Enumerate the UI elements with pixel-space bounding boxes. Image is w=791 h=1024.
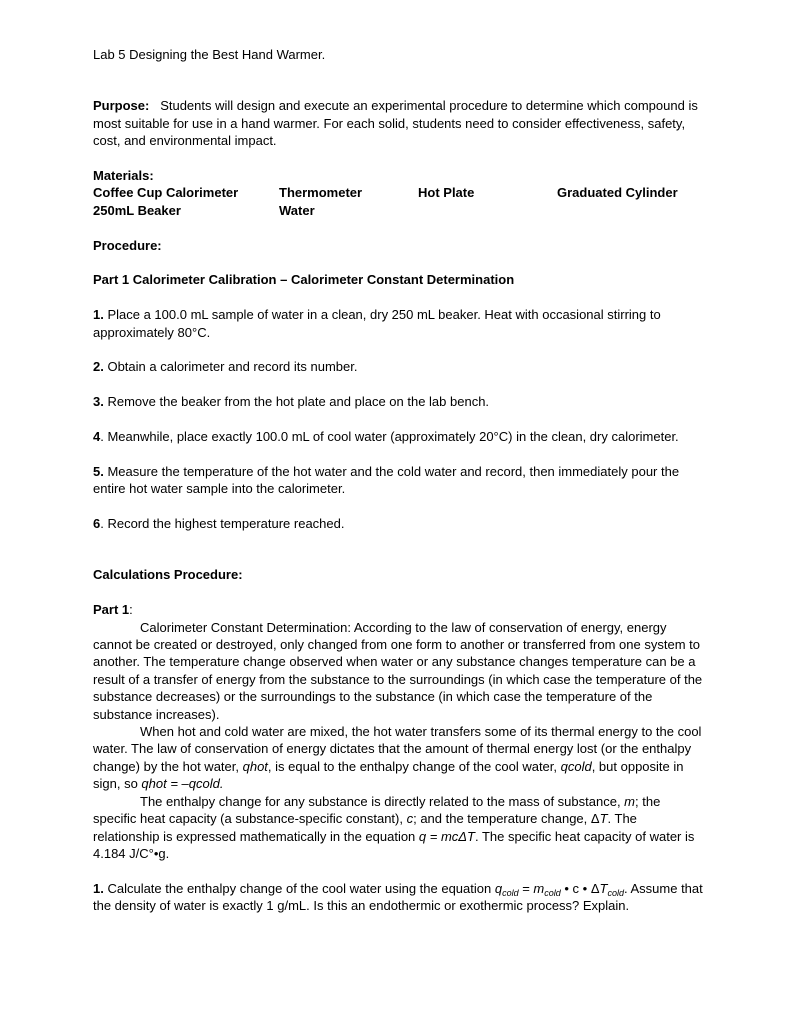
materials-row-2 <box>93 202 703 219</box>
t-symbol: T <box>599 880 608 896</box>
step-number: 2. <box>93 359 104 375</box>
q-symbol: q <box>494 880 503 896</box>
t-term: T <box>599 811 608 827</box>
step-text: . Meanwhile, place exactly 100.0 mL of cool water (approximately 20°C) in the clean, dry calorimeter. <box>100 429 679 445</box>
calc-part1-label <box>93 601 703 618</box>
purpose-text: Students will design and execute an experimental procedure to determine which compound is most suitable for use in a hand warmer. For each solid, students need to consider effectiveness, safety, cost, and environmental impact. <box>93 98 698 149</box>
material-item: Thermometer <box>279 185 363 201</box>
material-item: Graduated Cylinder <box>557 185 678 201</box>
step-text: Obtain a calorimeter and record its number. <box>103 359 358 375</box>
step-number: 4 <box>93 429 101 445</box>
purpose-paragraph <box>93 97 703 149</box>
question-text: = <box>518 880 534 896</box>
para-text: , is equal to the enthalpy change of the cool water, <box>267 758 561 774</box>
purpose-label: Purpose: <box>93 98 150 114</box>
step-number: 3. <box>93 394 104 410</box>
qhot-equation: qhot = –qcold. <box>141 776 224 792</box>
step-text: Measure the temperature of the hot water and the cold water and record, then immediately pour the entire hot water sample into the calorimeter. <box>93 463 680 497</box>
para-text: The enthalpy change for any substance is directly related to the mass of substance, <box>140 793 625 809</box>
part1-heading: Part 1 Calorimeter Calibration – Calorimeter Constant Determination <box>93 272 515 288</box>
procedure-step <box>93 515 703 532</box>
mass-term: m <box>624 793 636 809</box>
procedure-step <box>93 358 703 375</box>
step-number: 5. <box>93 463 104 479</box>
calculations-label: Calculations Procedure: <box>93 567 243 583</box>
document-page <box>93 46 703 915</box>
material-item: 250mL Beaker <box>93 202 181 218</box>
subscript-cold: cold <box>502 887 519 898</box>
part-colon: : <box>129 602 133 618</box>
materials-label: Materials: <box>93 168 154 184</box>
step-text: Place a 100.0 mL sample of water in a clean, dry 250 mL beaker. Heat with occasional stirring to approximately 80°C. <box>93 307 661 340</box>
step-text: Remove the beaker from the hot plate and place on the lab bench. <box>103 394 490 410</box>
para-text: , but opposite in sign, so <box>93 758 684 792</box>
calc-paragraph-1: Calorimeter Constant Determination: According to the law of conservation of energy, energy cannot be created or destroyed, only changed from one form to another or transferred from one system to another. The temperature change observed when water or any substance changes temperature can be a result of a transfer of energy from the substance to the surroundings (in which case the temperature of the substance decreases) or the surroundings to the substance (in which case the temperature of the substance increases). <box>93 619 703 722</box>
para-text: . The relationship is expressed mathematically in the equation <box>93 811 637 844</box>
document-title: Lab 5 Designing the Best Hand Warmer. <box>93 47 326 62</box>
procedure-label: Procedure: <box>93 237 162 253</box>
c-term: c <box>406 811 414 827</box>
question-number: 1. <box>93 880 104 896</box>
material-item: Water <box>279 202 315 218</box>
material-item: Hot Plate <box>418 185 475 201</box>
procedure-step <box>93 306 703 341</box>
step-number: 1. <box>93 307 104 323</box>
question-text: Calculate the enthalpy change of the cool water using the equation <box>103 880 495 896</box>
subscript-cold: cold <box>607 887 624 898</box>
part-label: Part 1 <box>93 602 130 618</box>
question-text: . Assume that the density of water is exactly 1 g/mL. Is this an endothermic or exothermic process? Explain. <box>93 880 703 914</box>
q-equation: q = mcΔT <box>418 828 475 844</box>
procedure-step <box>93 393 703 410</box>
procedure-step <box>93 428 703 445</box>
qcold-term: qcold <box>560 758 592 774</box>
para-text: . The specific heat capacity of water is 4.184 J/C°•g. <box>93 828 695 861</box>
calc-paragraph-3 <box>93 793 703 863</box>
m-symbol: m <box>533 880 545 896</box>
para-text: When hot and cold water are mixed, the hot water transfers some of its thermal energy to the cool water. The law of conservation of energy dictates that the amount of thermal energy lost (or the enthalpy change) by the hot water, <box>93 724 702 774</box>
material-item: Coffee Cup Calorimeter <box>93 185 239 201</box>
step-number: 6 <box>93 516 101 532</box>
qhot-term: qhot <box>242 758 268 774</box>
para-text: ; and the temperature change, Δ <box>413 811 600 827</box>
calc-paragraph-2 <box>93 723 703 793</box>
question-text: • c • Δ <box>560 880 600 896</box>
calc-question-1 <box>93 880 703 915</box>
subscript-cold: cold <box>544 887 561 898</box>
materials-row-1 <box>93 184 703 201</box>
para-text: ; the specific heat capacity (a substance-specific constant), <box>93 793 661 827</box>
step-text: . Record the highest temperature reached. <box>100 516 345 532</box>
procedure-step <box>93 463 703 498</box>
